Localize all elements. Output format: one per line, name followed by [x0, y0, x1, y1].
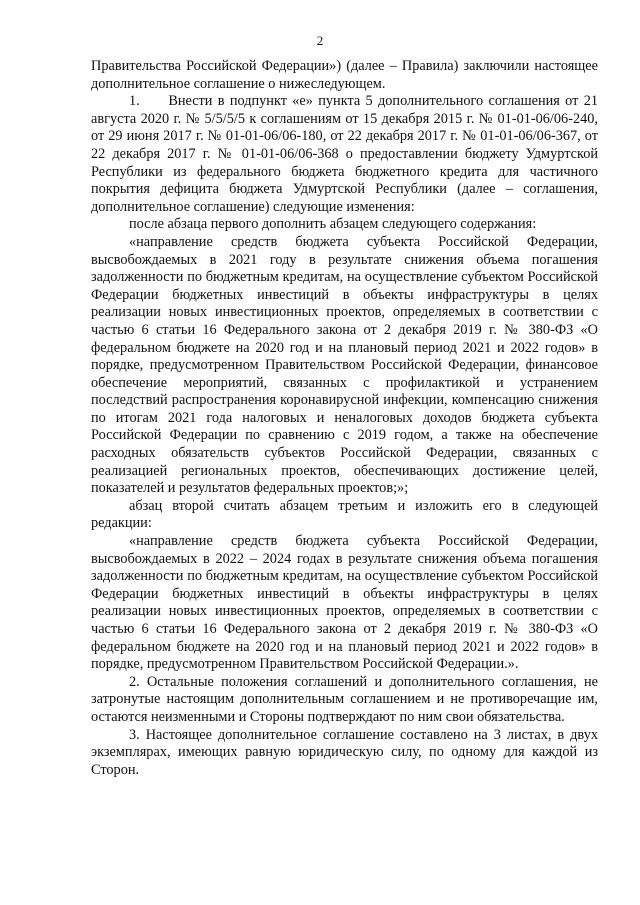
paragraph-quote-2022-2024: «направление средств бюджета субъекта Российской Федерации, высвобождаемых в 2022 – 2024 годах в результате снижения объема погашения задолженности по бюджетным кредитам, на осуществление субъектом Российской Федерации бюджетных инвестиций в объекты инфраструктуры в целях реализации новых инвестиционных проектов, определяемых в соответствии с частью 6 статьи 16 Федерального закона от 2 декабря 2019 г. № 380-ФЗ «О федеральном бюджете на 2020 год и на плановый период 2021 и 2022 годов» в порядке, предусмотренном Правительством Российской Федерации.». — [91, 533, 598, 673]
paragraph-add-after-first: после абзаца первого дополнить абзацем следующего содержания: — [129, 216, 537, 233]
page-number: 2 — [316, 33, 324, 48]
paragraph-item-1: 1. Внести в подпункт «е» пункта 5 дополнительного соглашения от 21 августа 2020 г. № 5/5/5/5 к соглашениям от 15 декабря 2015 г. № 01-01-06/06-240, от 29 июня 2017 г. № 01-01-06/06-180, от 22 декабря 2017 г. № 01-01-06/06-367, от 22 декабря 2017 г. № 01-01-06/06-368 о предоставлении бюджету Удмуртской Республики из федерального бюджета бюджетного кредита для частичного покрытия дефицита бюджета Удмуртской Республики (далее – соглашения, дополнительное соглашение) следующие изменения: — [91, 93, 598, 215]
paragraph-second-to-third: абзац второй считать абзацем третьим и изложить его в следующей редакции: — [91, 497, 598, 532]
paragraph-item-3: 3. Настоящее дополнительное соглашение составлено на 3 листах, в двух экземплярах, имеющих равную юридическую силу, по одному для каждой из Сторон. — [91, 726, 598, 778]
paragraph-intro-continuation: Правительства Российской Федерации») (далее – Правила) заключили настоящее дополнительное соглашение о нижеследующем. — [91, 58, 598, 92]
paragraph-quote-2021: «направление средств бюджета субъекта Российской Федерации, высвобождаемых в 2021 году в результате снижения объема погашения задолженности по бюджетным кредитам, на осуществление субъектом Российской Федерации бюджетных инвестиций в объекты инфраструктуры в целях реализации новых инвестиционных проектов, определяемых в соответствии с частью 6 статьи 16 Федерального закона от 2 декабря 2019 г. № 380-ФЗ «О федеральном бюджете на 2020 год и на плановый период 2021 и 2022 годов» в порядке, предусмотренном Правительством Российской Федерации, финансовое обеспечение мероприятий, связанных с профилактикой и устранением последствий распространения коронавирусной инфекции, компенсацию снижения по итогам 2021 года налоговых и неналоговых доходов бюджета субъекта Российской Федерации по сравнению с 2019 годом, а также на обеспечение расходных обязательств субъектов Российской Федерации, связанных с реализацией региональных проектов, обеспечивающих достижение целей, показателей и результатов федеральных проектов;»; — [91, 233, 598, 497]
document-body — [91, 58, 598, 779]
paragraph-item-2: 2. Остальные положения соглашений и дополнительного соглашения, не затронутые настоящим дополнительным соглашением и не противоречащие им, остаются неизменными и Стороны подтверждают по ним свои обязательства. — [91, 673, 598, 725]
